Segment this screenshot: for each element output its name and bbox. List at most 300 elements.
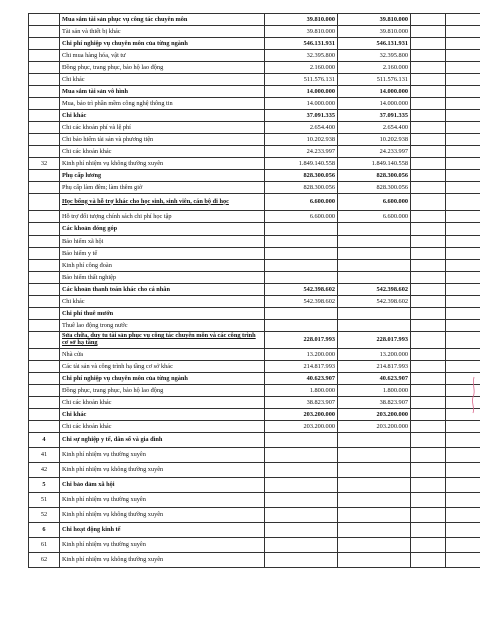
row-estimate-value: [265, 508, 338, 523]
row-settled-value: 228.017.993: [338, 332, 411, 349]
row-estimate-value: [265, 538, 338, 553]
table-row: [29, 397, 480, 409]
row-number: [29, 320, 60, 332]
empty-cell: [446, 260, 480, 272]
table-row: [29, 248, 480, 260]
row-number: 62: [29, 553, 60, 568]
table-row: [29, 349, 480, 361]
row-number: [29, 349, 60, 361]
empty-cell: [411, 158, 446, 170]
empty-cell: [446, 158, 480, 170]
empty-cell: [446, 296, 480, 308]
empty-cell: [411, 236, 446, 248]
table-row: [29, 211, 480, 223]
row-label: Chi các khoản khác: [60, 397, 265, 409]
row-estimate-value: [265, 493, 338, 508]
empty-cell: [411, 523, 446, 538]
row-label: [60, 194, 265, 211]
row-label: Kinh phí nhiệm vụ thường xuyên: [60, 493, 265, 508]
row-settled-value: 546.131.931: [338, 38, 411, 50]
empty-cell: [446, 182, 480, 194]
empty-cell: [411, 463, 446, 478]
row-estimate-value: 10.202.938: [265, 134, 338, 146]
row-estimate-value: [265, 478, 338, 493]
row-settled-value: 1.800.000: [338, 385, 411, 397]
row-number: 52: [29, 508, 60, 523]
row-settled-value: [338, 248, 411, 260]
row-estimate-value: 40.623.907: [265, 373, 338, 385]
empty-cell: [446, 463, 480, 478]
row-estimate-value: [265, 260, 338, 272]
table-row: [29, 296, 480, 308]
row-label: Chi phí thuê mướn: [60, 308, 265, 320]
row-settled-value: 14.000.000: [338, 98, 411, 110]
empty-cell: [411, 134, 446, 146]
row-settled-value: [338, 493, 411, 508]
row-settled-value: 214.817.993: [338, 361, 411, 373]
budget-table: [28, 13, 480, 568]
row-settled-value: 203.200.000: [338, 409, 411, 421]
row-settled-value: [338, 272, 411, 284]
table-row: [29, 62, 480, 74]
empty-cell: [446, 14, 480, 26]
empty-cell: [446, 478, 480, 493]
row-label: Chi các khoản khác: [60, 421, 265, 433]
row-number: [29, 86, 60, 98]
empty-cell: [446, 272, 480, 284]
row-number: [29, 14, 60, 26]
row-settled-value: 10.202.938: [338, 134, 411, 146]
empty-cell: [411, 397, 446, 409]
empty-cell: [446, 284, 480, 296]
empty-cell: [446, 538, 480, 553]
table-row: [29, 523, 480, 538]
row-label: Phụ cấp làm đêm; làm thêm giờ: [60, 182, 265, 194]
empty-cell: [411, 248, 446, 260]
empty-cell: [411, 373, 446, 385]
empty-cell: [446, 26, 480, 38]
empty-cell: [411, 14, 446, 26]
row-number: [29, 409, 60, 421]
row-estimate-value: 37.091.335: [265, 110, 338, 122]
row-number: [29, 385, 60, 397]
row-number: [29, 170, 60, 182]
row-estimate-value: 1.800.000: [265, 385, 338, 397]
empty-cell: [446, 86, 480, 98]
empty-cell: [446, 493, 480, 508]
row-settled-value: 37.091.335: [338, 110, 411, 122]
row-label: Nhà cửa: [60, 349, 265, 361]
empty-cell: [411, 361, 446, 373]
margin-pen-mark: [468, 375, 478, 415]
row-number: 5: [29, 478, 60, 493]
empty-cell: [446, 122, 480, 134]
row-settled-value: 542.398.602: [338, 284, 411, 296]
row-settled-value: 39.810.000: [338, 26, 411, 38]
row-estimate-value: 511.576.131: [265, 74, 338, 86]
row-settled-value: 24.233.997: [338, 146, 411, 158]
row-number: [29, 50, 60, 62]
row-label: Chi mua hàng hóa, vật tư: [60, 50, 265, 62]
table-row: [29, 272, 480, 284]
row-number: [29, 98, 60, 110]
table-row: [29, 110, 480, 122]
row-label: Bảo hiểm xã hội: [60, 236, 265, 248]
row-number: 6: [29, 523, 60, 538]
row-settled-value: 2.160.000: [338, 62, 411, 74]
row-number: [29, 146, 60, 158]
empty-cell: [411, 332, 446, 349]
table-row: [29, 146, 480, 158]
empty-cell: [446, 248, 480, 260]
budget-table-body: [29, 14, 480, 568]
row-settled-value: 38.823.907: [338, 397, 411, 409]
empty-cell: [446, 62, 480, 74]
row-label: Tài sản và thiết bị khác: [60, 26, 265, 38]
empty-cell: [446, 223, 480, 236]
table-row: [29, 409, 480, 421]
table-row: [29, 74, 480, 86]
row-estimate-value: 1.849.140.558: [265, 158, 338, 170]
table-row: [29, 538, 480, 553]
empty-cell: [446, 332, 480, 349]
row-settled-value: 40.623.907: [338, 373, 411, 385]
row-settled-value: 32.395.800: [338, 50, 411, 62]
empty-cell: [446, 448, 480, 463]
table-row: [29, 38, 480, 50]
row-estimate-value: 39.810.000: [265, 14, 338, 26]
empty-cell: [411, 320, 446, 332]
row-estimate-value: [265, 272, 338, 284]
row-label: Các khoản thanh toán khác cho cá nhân: [60, 284, 265, 296]
table-row: [29, 433, 480, 448]
row-settled-value: 542.398.602: [338, 296, 411, 308]
row-estimate-value: 38.823.907: [265, 397, 338, 409]
table-row: [29, 26, 480, 38]
table-row: [29, 284, 480, 296]
row-estimate-value: 542.398.602: [265, 284, 338, 296]
empty-cell: [446, 74, 480, 86]
row-number: [29, 284, 60, 296]
row-settled-value: [338, 538, 411, 553]
row-label: Chi khác: [60, 409, 265, 421]
empty-cell: [446, 433, 480, 448]
row-number: [29, 397, 60, 409]
table-row: [29, 361, 480, 373]
row-label: Chi khác: [60, 74, 265, 86]
table-row: [29, 373, 480, 385]
row-number: 51: [29, 493, 60, 508]
row-estimate-value: [265, 553, 338, 568]
row-number: [29, 134, 60, 146]
empty-cell: [411, 194, 446, 211]
row-settled-value: [338, 448, 411, 463]
empty-cell: [411, 284, 446, 296]
row-estimate-value: [265, 523, 338, 538]
row-estimate-value: 39.810.000: [265, 26, 338, 38]
table-row: [29, 50, 480, 62]
empty-cell: [411, 122, 446, 134]
row-label: Các tài sản và công trình hạ tầng cơ sở khác: [60, 361, 265, 373]
row-label: Kinh phí công đoàn: [60, 260, 265, 272]
empty-cell: [446, 421, 480, 433]
row-number: [29, 272, 60, 284]
row-number: [29, 74, 60, 86]
row-estimate-value: [265, 236, 338, 248]
empty-cell: [411, 508, 446, 523]
row-estimate-value: [265, 248, 338, 260]
empty-cell: [411, 308, 446, 320]
row-estimate-value: 14.000.000: [265, 98, 338, 110]
row-settled-value: [338, 463, 411, 478]
row-label: Bảo hiểm y tế: [60, 248, 265, 260]
empty-cell: [411, 62, 446, 74]
row-label: Kinh phí nhiệm vụ không thường xuyên: [60, 508, 265, 523]
row-settled-value: [338, 433, 411, 448]
empty-cell: [411, 86, 446, 98]
table-row: [29, 385, 480, 397]
row-number: [29, 296, 60, 308]
row-label: Đồng phục, trang phục, bảo hộ lao động: [60, 385, 265, 397]
row-number: [29, 38, 60, 50]
empty-cell: [411, 98, 446, 110]
row-number: [29, 110, 60, 122]
table-row: [29, 236, 480, 248]
empty-cell: [411, 110, 446, 122]
row-label: Chi các khoản phí và lệ phí: [60, 122, 265, 134]
row-number: [29, 62, 60, 74]
row-settled-value: 6.600.000: [338, 211, 411, 223]
row-number: [29, 26, 60, 38]
row-label: Đồng phục, trang phục, bảo hộ lao động: [60, 62, 265, 74]
row-settled-value: 511.576.131: [338, 74, 411, 86]
empty-cell: [446, 194, 480, 211]
table-row: [29, 134, 480, 146]
row-estimate-value: 203.200.000: [265, 421, 338, 433]
empty-cell: [411, 433, 446, 448]
row-label: Chi khác: [60, 296, 265, 308]
empty-cell: [446, 349, 480, 361]
row-number: [29, 308, 60, 320]
row-label: Chi các khoản khác: [60, 146, 265, 158]
table-row: [29, 332, 480, 349]
row-number: [29, 421, 60, 433]
row-label: Chi phí nghiệp vụ chuyên môn của từng ngành: [60, 38, 265, 50]
row-number: [29, 236, 60, 248]
row-label: Các khoản đóng góp: [60, 223, 265, 236]
row-settled-value: 1.849.140.558: [338, 158, 411, 170]
row-number: 32: [29, 158, 60, 170]
row-settled-value: [338, 523, 411, 538]
row-number: [29, 223, 60, 236]
row-label: Hỗ trợ đối tượng chính sách chi phí học tập: [60, 211, 265, 223]
empty-cell: [446, 523, 480, 538]
table-row: [29, 553, 480, 568]
row-estimate-value: [265, 463, 338, 478]
row-settled-value: [338, 223, 411, 236]
row-label: Phụ cấp lương: [60, 170, 265, 182]
row-label: Kinh phí nhiệm vụ thường xuyên: [60, 448, 265, 463]
row-settled-value: 2.654.400: [338, 122, 411, 134]
row-estimate-value: 228.017.993: [265, 332, 338, 349]
empty-cell: [411, 211, 446, 223]
row-number: [29, 260, 60, 272]
row-number: [29, 122, 60, 134]
empty-cell: [411, 349, 446, 361]
row-settled-value: 828.300.056: [338, 170, 411, 182]
empty-cell: [411, 448, 446, 463]
row-label-text: Sửa chữa, duy tu tài sản phục vụ công tác chuyên môn và các công trình cơ sở hạ tầng: [62, 332, 256, 346]
table-row: [29, 122, 480, 134]
row-estimate-value: [265, 308, 338, 320]
row-settled-value: 6.600.000: [338, 194, 411, 211]
empty-cell: [446, 134, 480, 146]
row-number: [29, 182, 60, 194]
row-label: Kinh phí nhiệm vụ không thường xuyên: [60, 463, 265, 478]
row-estimate-value: 13.200.000: [265, 349, 338, 361]
row-settled-value: 203.200.000: [338, 421, 411, 433]
table-row: [29, 493, 480, 508]
row-estimate-value: [265, 320, 338, 332]
empty-cell: [411, 50, 446, 62]
row-number: [29, 194, 60, 211]
row-settled-value: 13.200.000: [338, 349, 411, 361]
row-label: Mua, bảo trì phần mềm công nghệ thông tin: [60, 98, 265, 110]
row-number: 61: [29, 538, 60, 553]
row-number: [29, 373, 60, 385]
empty-cell: [411, 296, 446, 308]
table-row: [29, 194, 480, 211]
table-row: [29, 182, 480, 194]
empty-cell: [446, 308, 480, 320]
row-estimate-value: [265, 223, 338, 236]
row-settled-value: [338, 260, 411, 272]
empty-cell: [446, 38, 480, 50]
row-estimate-value: [265, 448, 338, 463]
empty-cell: [411, 478, 446, 493]
table-row: [29, 260, 480, 272]
row-number: 41: [29, 448, 60, 463]
empty-cell: [446, 320, 480, 332]
row-estimate-value: 32.395.800: [265, 50, 338, 62]
empty-cell: [411, 38, 446, 50]
row-settled-value: [338, 320, 411, 332]
table-row: [29, 463, 480, 478]
empty-cell: [446, 146, 480, 158]
empty-cell: [411, 182, 446, 194]
row-label: Kinh phí nhiệm vụ không thường xuyên: [60, 553, 265, 568]
empty-cell: [411, 421, 446, 433]
row-estimate-value: 14.000.000: [265, 86, 338, 98]
row-number: [29, 211, 60, 223]
row-settled-value: [338, 508, 411, 523]
row-estimate-value: 546.131.931: [265, 38, 338, 50]
row-label: Chi bảo đảm xã hội: [60, 478, 265, 493]
row-label: Kinh phí nhiệm vụ không thường xuyên: [60, 158, 265, 170]
empty-cell: [446, 553, 480, 568]
table-row: [29, 308, 480, 320]
table-row: [29, 158, 480, 170]
row-estimate-value: [265, 433, 338, 448]
row-label: Chi bảo hiểm tài sản và phương tiện: [60, 134, 265, 146]
empty-cell: [411, 538, 446, 553]
row-settled-value: [338, 236, 411, 248]
row-estimate-value: 2.160.000: [265, 62, 338, 74]
row-settled-value: [338, 478, 411, 493]
row-estimate-value: 214.817.993: [265, 361, 338, 373]
table-row: [29, 448, 480, 463]
empty-cell: [411, 74, 446, 86]
row-label: [60, 332, 265, 349]
empty-cell: [411, 553, 446, 568]
empty-cell: [446, 170, 480, 182]
row-settled-value: 14.000.000: [338, 86, 411, 98]
row-number: 42: [29, 463, 60, 478]
row-estimate-value: 203.200.000: [265, 409, 338, 421]
table-row: [29, 508, 480, 523]
row-label: Chi khác: [60, 110, 265, 122]
row-estimate-value: 2.654.400: [265, 122, 338, 134]
empty-cell: [411, 26, 446, 38]
row-label: Chi sự nghiệp y tế, dân số và gia đình: [60, 433, 265, 448]
row-number: [29, 332, 60, 349]
table-row: [29, 320, 480, 332]
row-label: Mua sắm tài sản phục vụ công tác chuyên môn: [60, 14, 265, 26]
table-row: [29, 98, 480, 110]
table-row: [29, 478, 480, 493]
table-row: [29, 14, 480, 26]
table-row: [29, 421, 480, 433]
table-row: [29, 170, 480, 182]
empty-cell: [411, 223, 446, 236]
row-number: 4: [29, 433, 60, 448]
row-estimate-value: 542.398.602: [265, 296, 338, 308]
row-label: Bảo hiểm thất nghiệp: [60, 272, 265, 284]
table-row: [29, 223, 480, 236]
row-label: Chi phí nghiệp vụ chuyên môn của từng ngành: [60, 373, 265, 385]
empty-cell: [446, 98, 480, 110]
row-label: Mua sắm tài sản vô hình: [60, 86, 265, 98]
empty-cell: [411, 272, 446, 284]
row-number: [29, 248, 60, 260]
row-estimate-value: 24.233.997: [265, 146, 338, 158]
row-estimate-value: 6.600.000: [265, 194, 338, 211]
row-label-text: Học bổng và hỗ trợ khác cho học sinh, sinh viên, cán bộ đi học: [62, 197, 229, 205]
row-settled-value: 39.810.000: [338, 14, 411, 26]
empty-cell: [446, 211, 480, 223]
row-label: Thuê lao động trong nước: [60, 320, 265, 332]
empty-cell: [411, 409, 446, 421]
row-estimate-value: 6.600.000: [265, 211, 338, 223]
row-settled-value: [338, 308, 411, 320]
row-estimate-value: 828.300.056: [265, 170, 338, 182]
empty-cell: [446, 361, 480, 373]
empty-cell: [411, 146, 446, 158]
empty-cell: [411, 385, 446, 397]
row-label: Chi hoạt động kinh tế: [60, 523, 265, 538]
empty-cell: [411, 170, 446, 182]
row-number: [29, 361, 60, 373]
row-estimate-value: 828.300.056: [265, 182, 338, 194]
empty-cell: [446, 50, 480, 62]
row-label: Kinh phí nhiệm vụ thường xuyên: [60, 538, 265, 553]
empty-cell: [411, 493, 446, 508]
budget-page: [28, 13, 458, 613]
empty-cell: [446, 236, 480, 248]
row-settled-value: 828.300.056: [338, 182, 411, 194]
empty-cell: [411, 260, 446, 272]
row-settled-value: [338, 553, 411, 568]
